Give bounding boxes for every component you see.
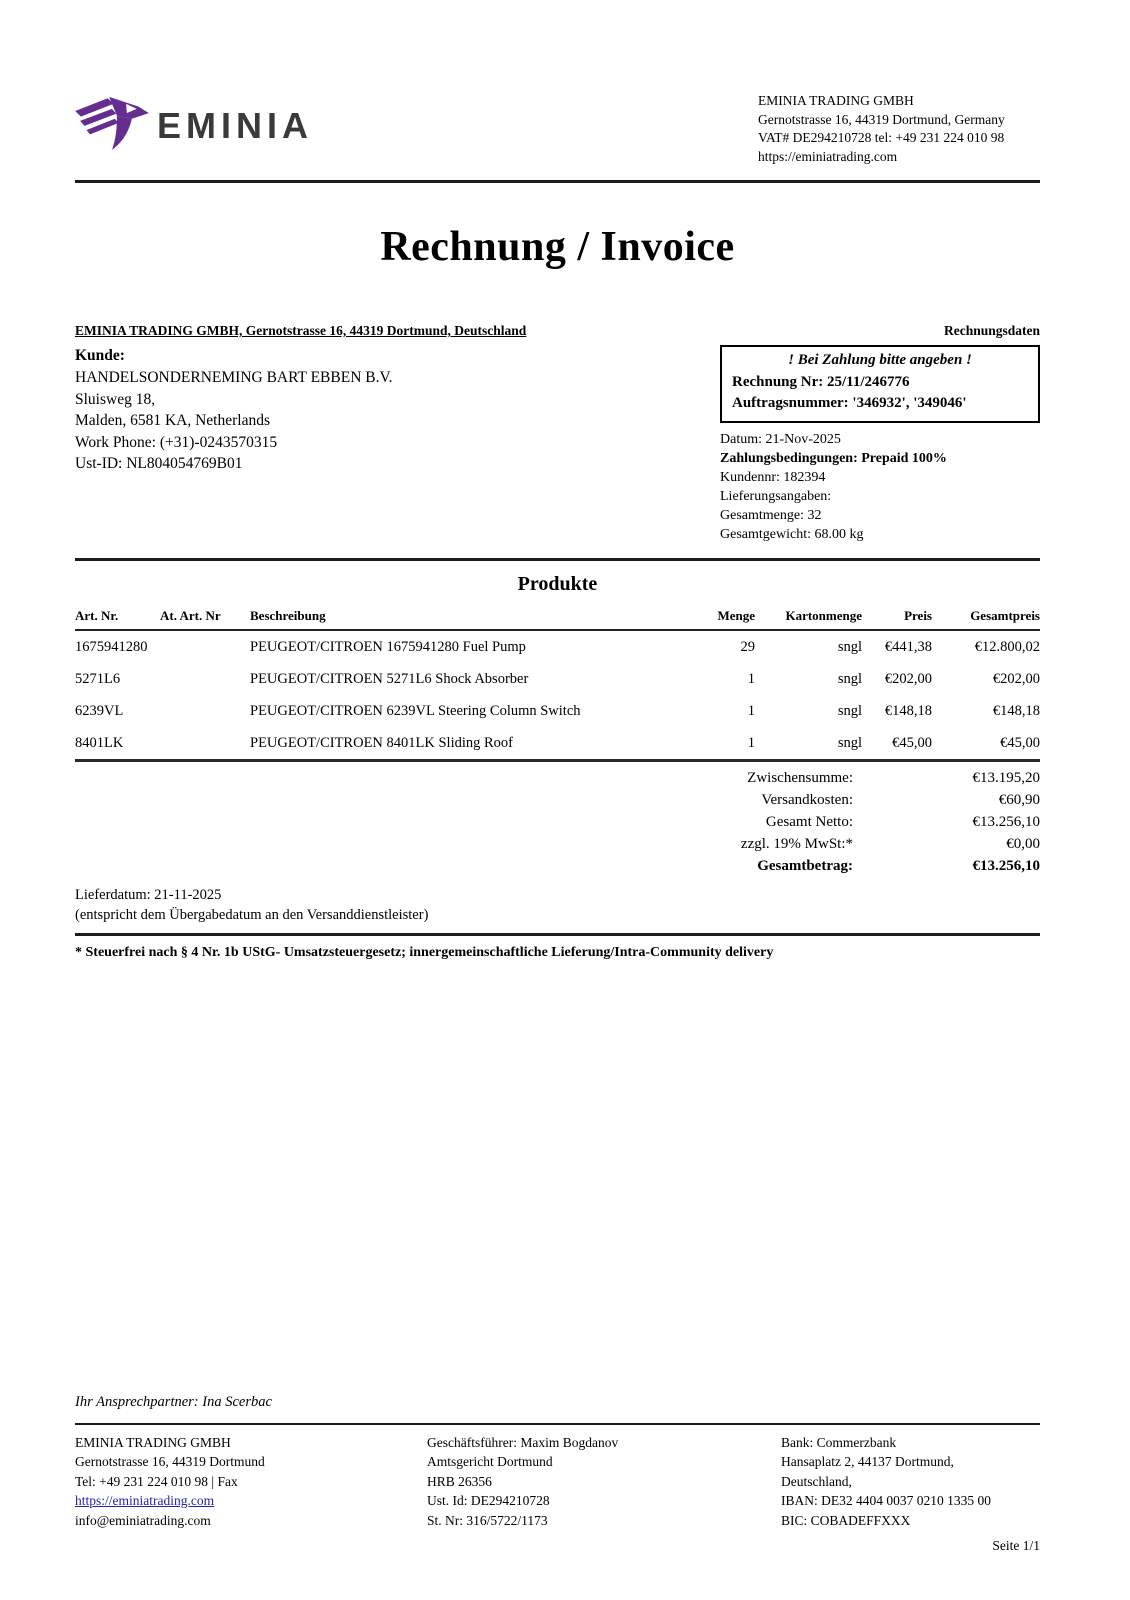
footer-bank-name: Bank: Commerzbank — [781, 1434, 897, 1450]
cell-art-nr: 5271L6 — [75, 671, 121, 687]
invoice-data-block — [720, 323, 1040, 544]
net-total-label: Gesamt Netto: — [765, 814, 853, 830]
footer-st-nr: St. Nr: 316/5722/1173 — [427, 1512, 548, 1528]
delivery-info-line: Lieferungsangaben: — [720, 489, 832, 504]
footer-company-name: EMINIA TRADING GMBH — [75, 1434, 231, 1450]
products-table — [75, 606, 1040, 762]
cell-alt-art-nr — [160, 695, 250, 727]
footer-ust-id: Ust. Id: DE294210728 — [427, 1493, 550, 1508]
customer-vat-id: Ust-ID: NL804054769B01 — [75, 455, 243, 472]
cell-price: €45,00 — [892, 735, 932, 751]
cell-alt-art-nr — [160, 727, 250, 761]
tax-exemption-note: * Steuerfrei nach § 4 Nr. 1b UStG- Umsatzsteuergesetz; innergemeinschaftliche Lieferung/Intra-Community delivery — [75, 945, 774, 960]
footer-managing-director: Geschäftsführer: Maxim Bogdanov — [427, 1434, 619, 1450]
section-divider — [75, 558, 1040, 561]
table-row — [75, 630, 1040, 663]
subtotal-label: Zwischensumme: — [747, 770, 853, 786]
footer-company-column — [75, 1433, 427, 1531]
seller-vat-phone: VAT# DE294210728 tel: +49 231 224 010 98 — [758, 130, 1005, 145]
shipping-label: Versandkosten: — [761, 792, 853, 808]
col-description: Beschreibung — [250, 606, 690, 630]
table-row — [75, 663, 1040, 695]
total-weight-line: Gesamtgewicht: 68.00 kg — [720, 527, 864, 542]
page-header — [75, 92, 1040, 166]
col-total: Gesamtpreis — [932, 606, 1040, 630]
footer-company-street: Gernotstrasse 16, 44319 Dortmund — [75, 1454, 265, 1469]
footer-website-link[interactable]: https://eminiatrading.com — [75, 1493, 215, 1508]
cell-alt-art-nr — [160, 663, 250, 695]
cell-description: PEUGEOT/CITROEN 6239VL Steering Column Switch — [250, 703, 581, 719]
customer-number-line: Kundennr: 182394 — [720, 470, 826, 485]
payment-reference-box — [720, 345, 1040, 423]
col-art-nr: Art. Nr. — [75, 606, 160, 630]
col-qty: Menge — [690, 606, 755, 630]
shipping-row — [75, 789, 1040, 811]
cell-total: €12.800,02 — [974, 639, 1040, 655]
cell-art-nr: 6239VL — [75, 703, 124, 719]
customer-phone: Work Phone: (+31)-0243570315 — [75, 433, 278, 451]
delivery-date-line: Lieferdatum: 21-11-2025 — [75, 887, 222, 903]
invoice-data-heading: Rechnungsdaten — [943, 323, 1040, 338]
cell-total: €148,18 — [992, 703, 1040, 719]
subtotal-value: €13.195,20 — [972, 770, 1040, 786]
footer-bank-country: Deutschland, — [781, 1473, 852, 1489]
seller-street: Gernotstrasse 16, 44319 Dortmund, Germany — [758, 111, 1005, 127]
delivery-divider — [75, 933, 1040, 936]
cell-qty: 29 — [740, 639, 755, 655]
cell-carton-qty: sngl — [837, 735, 862, 751]
footer-company-phone: Tel: +49 231 224 010 98 | Fax — [75, 1473, 238, 1489]
cell-qty: 1 — [747, 703, 755, 719]
seller-address-block — [758, 92, 1040, 166]
net-total-value: €13.256,10 — [972, 814, 1040, 830]
document-title: Rechnung / Invoice — [380, 224, 735, 270]
footer-iban: IBAN: DE32 4404 0037 0210 1335 00 — [781, 1493, 991, 1508]
grand-total-row — [75, 855, 1040, 877]
seller-name: EMINIA TRADING GMBH — [758, 93, 914, 108]
net-total-row — [75, 811, 1040, 833]
products-section-title: Produkte — [517, 573, 598, 595]
products-header-row — [75, 606, 1040, 630]
col-alt-art-nr: At. Art. Nr — [160, 606, 250, 630]
vat-label: zzgl. 19% MwSt:* — [740, 836, 853, 852]
vat-row — [75, 833, 1040, 855]
footer-court: Amtsgericht Dortmund — [427, 1454, 553, 1469]
cell-total: €202,00 — [992, 671, 1040, 687]
delivery-block — [75, 885, 1040, 925]
blank-space — [75, 961, 1040, 1394]
customer-city: Malden, 6581 KA, Netherlands — [75, 412, 270, 429]
footer-bic: BIC: COBADEFFXXX — [781, 1512, 911, 1528]
invoice-number-line: Rechnung Nr: 25/11/246776 — [732, 374, 910, 390]
page-number: Seite 1/1 — [992, 1538, 1040, 1553]
table-row — [75, 695, 1040, 727]
cell-carton-qty: sngl — [837, 671, 862, 687]
cell-total: €45,00 — [1000, 735, 1040, 751]
header-divider — [75, 180, 1040, 183]
cell-description: PEUGEOT/CITROEN 8401LK Sliding Roof — [250, 735, 514, 751]
footer-company-email: info@eminiatrading.com — [75, 1512, 211, 1528]
cell-description: PEUGEOT/CITROEN 1675941280 Fuel Pump — [250, 639, 526, 655]
shipping-value: €60,90 — [998, 792, 1040, 808]
cell-qty: 1 — [747, 735, 755, 751]
cell-carton-qty: sngl — [837, 639, 862, 655]
payment-terms-line: Zahlungsbedingungen: Prepaid 100% — [720, 451, 947, 466]
cell-art-nr: 8401LK — [75, 735, 124, 751]
sender-return-line: EMINIA TRADING GMBH, Gernotstrasse 16, 44319 Dortmund, Deutschland — [75, 323, 527, 338]
hummingbird-logo-icon — [75, 94, 149, 157]
seller-website: https://eminiatrading.com — [758, 148, 898, 164]
contact-person-line: Ihr Ansprechpartner: Ina Scerbac — [75, 1393, 272, 1410]
footer-divider — [75, 1423, 1040, 1425]
grand-total-value: €13.256,10 — [972, 858, 1040, 874]
page-footer — [75, 1433, 1040, 1531]
cell-price: €148,18 — [884, 703, 932, 719]
table-row — [75, 727, 1040, 761]
col-price: Preis — [862, 606, 932, 630]
invoice-date-line: Datum: 21-Nov-2025 — [720, 432, 841, 447]
customer-block — [75, 323, 720, 544]
col-carton-qty: Kartonmenge — [755, 606, 862, 630]
cell-carton-qty: sngl — [837, 703, 862, 719]
footer-legal-column — [427, 1433, 781, 1531]
customer-street: Sluisweg 18, — [75, 390, 156, 408]
customer-label: Kunde: — [75, 347, 125, 364]
payment-notice: ! Bei Zahlung bitte angeben ! — [788, 352, 972, 368]
order-number-line: Auftragsnummer: '346932', '349046' — [732, 395, 967, 411]
footer-bank-column — [781, 1433, 1040, 1531]
total-quantity-line: Gesamtmenge: 32 — [720, 508, 822, 523]
company-logo — [75, 94, 313, 157]
cell-alt-art-nr — [160, 630, 250, 663]
cell-price: €441,38 — [884, 639, 932, 655]
cell-art-nr: 1675941280 — [75, 639, 148, 655]
info-section — [75, 323, 1040, 544]
logo-wordmark: EMINIA — [157, 104, 313, 146]
cell-description: PEUGEOT/CITROEN 5271L6 Shock Absorber — [250, 671, 529, 687]
footer-bank-street: Hansaplatz 2, 44137 Dortmund, — [781, 1454, 954, 1469]
cell-qty: 1 — [747, 671, 755, 687]
cell-price: €202,00 — [884, 671, 932, 687]
vat-value: €0,00 — [1006, 836, 1040, 852]
footer-hrb: HRB 26356 — [427, 1473, 492, 1489]
grand-total-label: Gesamtbetrag: — [757, 858, 853, 874]
totals-block — [75, 767, 1040, 877]
delivery-note-line: (entspricht dem Übergabedatum an den Versanddienstleister) — [75, 907, 429, 923]
subtotal-row — [75, 767, 1040, 789]
customer-name: HANDELSONDERNEMING BART EBBEN B.V. — [75, 369, 393, 386]
